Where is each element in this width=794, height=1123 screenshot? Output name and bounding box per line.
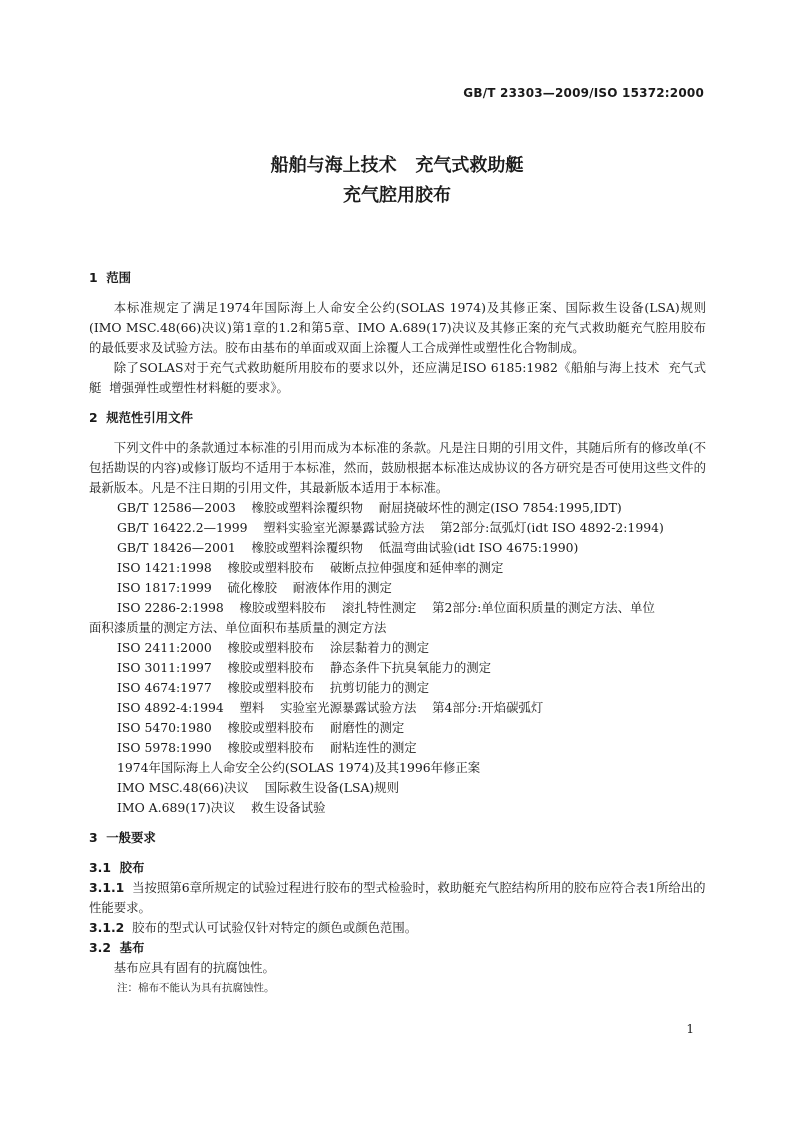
reference-item: ISO 4892-4:1994 塑料 实验室光源暴露试验方法 第4部分:开焰碳弧灯	[117, 700, 544, 715]
reference-item: ISO 1421:1998 橡胶或塑料胶布 破断点拉伸强度和延伸率的测定	[117, 560, 504, 575]
reference-item: ISO 4674:1977 橡胶或塑料胶布 抗剪切能力的测定	[117, 680, 430, 695]
clause-text: 胶布的型式认可试验仅针对特定的颜色或颜色范围。	[132, 920, 418, 935]
reference-item: ISO 5470:1980 橡胶或塑料胶布 耐磨性的测定	[117, 720, 405, 735]
paragraph: 除了SOLAS对于充气式救助艇所用胶布的要求以外，还应满足ISO 6185:1982《船舶与海上技术 充气式艇 增强弹性或塑性材料艇的要求》。	[89, 360, 706, 395]
subsection-heading-fabric: 3.1 胶布	[89, 860, 145, 875]
page-number: 1	[686, 1022, 694, 1036]
document-title: 船舶与海上技术 充气式救助艇	[270, 155, 524, 176]
clause-3-1-1	[89, 878, 706, 918]
reference-item: ISO 2411:2000 橡胶或塑料胶布 涂层黏着力的测定	[117, 640, 430, 655]
reference-item: GB/T 12586—2003 橡胶或塑料涂覆织物 耐屈挠破坏性的测定(ISO 7854:1995,IDT)	[117, 500, 622, 515]
standard-code: GB/T 23303—2009/ISO 15372:2000	[463, 86, 704, 100]
reference-item: IMO A.689(17)决议 救生设备试验	[117, 800, 326, 815]
clause-3-1-2	[89, 918, 706, 938]
document-body	[89, 268, 706, 998]
section-heading-normative-references: 2 规范性引用文件	[89, 410, 193, 425]
note: 注：棉布不能认为具有抗腐蚀性。	[117, 982, 275, 994]
subsection-heading-base-fabric: 3.2 基布	[89, 940, 145, 955]
paragraph: 本标准规定了满足1974年国际海上人命安全公约(SOLAS 1974)及其修正案、国际救生设备(LSA)规则(IMO MSC.48(66)决议)第1章的1.2和第5章、IMO A.689(17)决议及其修正案的充气式救助艇充气腔用胶布的最低要求及试验方法。胶布由基布的单面或双面上涂覆人工合成弹性或塑性化合物制成。	[89, 300, 706, 355]
paragraph: 下列文件中的条款通过本标准的引用而成为本标准的条款。凡是注日期的引用文件，其随后所有的修改单(不包括勘误的内容)或修订版均不适用于本标准，然而，鼓励根据本标准达成协议的各方研究是否可使用这些文件的最新版本。凡是不注日期的引用文件，其最新版本适用于本标准。	[89, 440, 706, 495]
reference-item-continuation: 面积漆质量的测定方法、单位面积布基质量的测定方法	[89, 620, 387, 635]
reference-item: GB/T 18426—2001 橡胶或塑料涂覆织物 低温弯曲试验(idt ISO 4675:1990)	[117, 540, 579, 555]
clause-number: 3.1.2	[89, 920, 125, 935]
section-heading-scope: 1 范围	[89, 270, 132, 285]
clause-text: 当按照第6章所规定的试验过程进行胶布的型式检验时，救助艇充气腔结构所用的胶布应符合表1所给出的性能要求。	[89, 880, 706, 915]
document-subtitle: 充气腔用胶布	[343, 185, 451, 206]
reference-item: IMO MSC.48(66)决议 国际救生设备(LSA)规则	[117, 780, 400, 795]
reference-item: ISO 3011:1997 橡胶或塑料胶布 静态条件下抗臭氧能力的测定	[117, 660, 492, 675]
reference-item: GB/T 16422.2—1999 塑料实验室光源暴露试验方法 第2部分:氙弧灯(idt ISO 4892-2:1994)	[117, 520, 664, 535]
reference-item: ISO 2286-2:1998 橡胶或塑料胶布 滚扎特性测定 第2部分:单位面积质量的测定方法、单位	[117, 600, 655, 615]
reference-item: ISO 5978:1990 橡胶或塑料胶布 耐粘连性的测定	[117, 740, 417, 755]
clause-number: 3.1.1	[89, 880, 125, 895]
paragraph: 基布应具有固有的抗腐蚀性。	[113, 960, 275, 975]
reference-item: ISO 1817:1999 硫化橡胶 耐液体作用的测定	[117, 580, 392, 595]
section-heading-general-requirements: 3 一般要求	[89, 830, 156, 845]
reference-item: 1974年国际海上人命安全公约(SOLAS 1974)及其1996年修正案	[117, 760, 481, 775]
